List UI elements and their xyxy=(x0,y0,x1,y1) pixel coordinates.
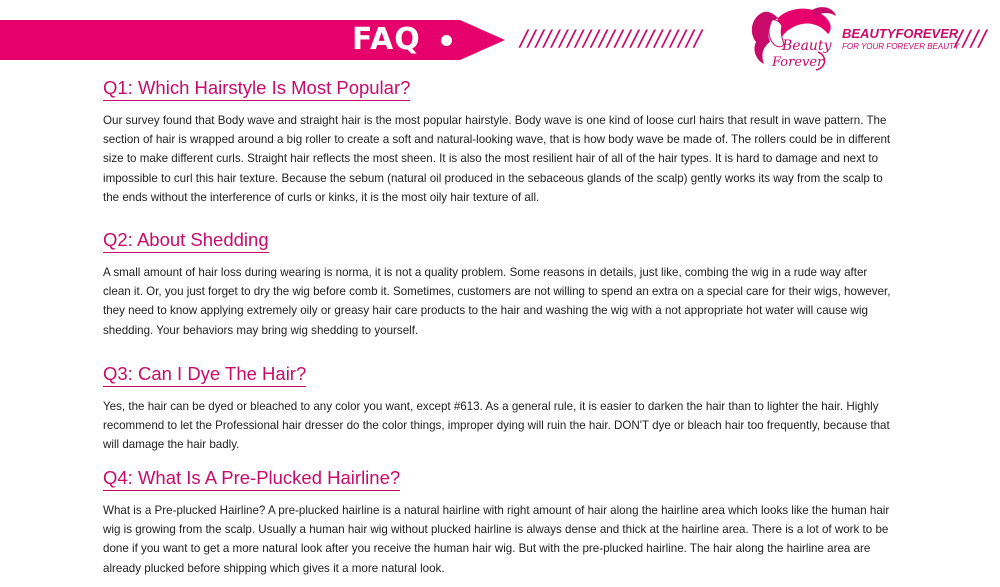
faq-question: Q1: Which Hairstyle Is Most Popular? xyxy=(103,77,410,101)
faq-item-2 xyxy=(103,229,893,340)
brand-name: BEAUTYFOREVER xyxy=(842,26,959,41)
decorative-slashes-left: /////////////////////// xyxy=(520,27,702,52)
faq-question: Q2: About Shedding xyxy=(103,229,269,253)
brand-logo xyxy=(742,2,838,74)
title-dot xyxy=(441,35,452,46)
faq-item-1 xyxy=(103,77,893,207)
decorative-slashes-right: //// xyxy=(955,27,987,52)
svg-text:Beauty: Beauty xyxy=(782,38,832,54)
svg-text:Forever: Forever xyxy=(772,55,824,70)
faq-answer: Yes, the hair can be dyed or bleached to any color you want, except #613. As a general rule, it is easier to darken the hair than to lighter the hair. Highly recommend to let the Professional hair dresser do the color things, improper dying will ruin the hair. DON'T dye or bleach hair too frequently, because that will damage the hair badly. xyxy=(103,400,890,452)
faq-answer: What is a Pre-plucked Hairline? A pre-plucked hairline is a natural hairline with right amount of hair along the hairline area which looks like the human hair wig is growing from the scalp. Usually a human hair wig without plucked hairline is always dense and thick at the hairline area. There is a lot of work to be done if you want to get a more natural look after you receive the human hair wig. But with the pre-plucked hairline. The hair along the hairline area are already plucked before shipping which gives it a more natural look. xyxy=(103,504,890,575)
faq-item-4 xyxy=(103,467,893,578)
faq-answer: Our survey found that Body wave and straight hair is the most popular hairstyle. Body wave is one kind of loose curl hairs that result in wave pattern. The section of hair is wrapped around a big roller to create a soft and natural-looking wave, that is how body wave be made of. The rollers could be in different size to make different curls. Straight hair reflects the most sheen. It is also the most resilient hair of all of the hair types. It is hard to damage and next to impossible to curl this hair texture. Because the sebum (natural oil produced in the sebaceous glands of the scalp) gently works its way from the scalp to the ends without the interference of curls or kinks, it is the most oily hair texture of all. xyxy=(103,114,891,204)
brand-tagline: FOR YOUR FOREVER BEAUTY xyxy=(842,42,960,51)
brand-block xyxy=(842,26,960,52)
woman-silhouette-logo-icon xyxy=(742,2,838,74)
faq-item-3 xyxy=(103,363,893,455)
faq-question: Q3: Can I Dye The Hair? xyxy=(103,363,306,387)
page-title: FAQ xyxy=(352,22,421,57)
faq-header xyxy=(0,0,1000,80)
faq-question: Q4: What Is A Pre-Plucked Hairline? xyxy=(103,467,400,491)
faq-answer: A small amount of hair loss during wearing is norma, it is not a quality problem. Some reasons in details, just like, combing the wig in a rude way after clean it. Or, you just forget to dry the wig before comb it. Sometimes, customers are not willing to spend an extra on a special care for their wigs, however, they need to know applying extremely oily or greasy hair care products to the hair and washing the wig with a not appropriate hot water will cause wig shedding. Your behaviors may bring wig shedding to yourself. xyxy=(103,266,891,337)
